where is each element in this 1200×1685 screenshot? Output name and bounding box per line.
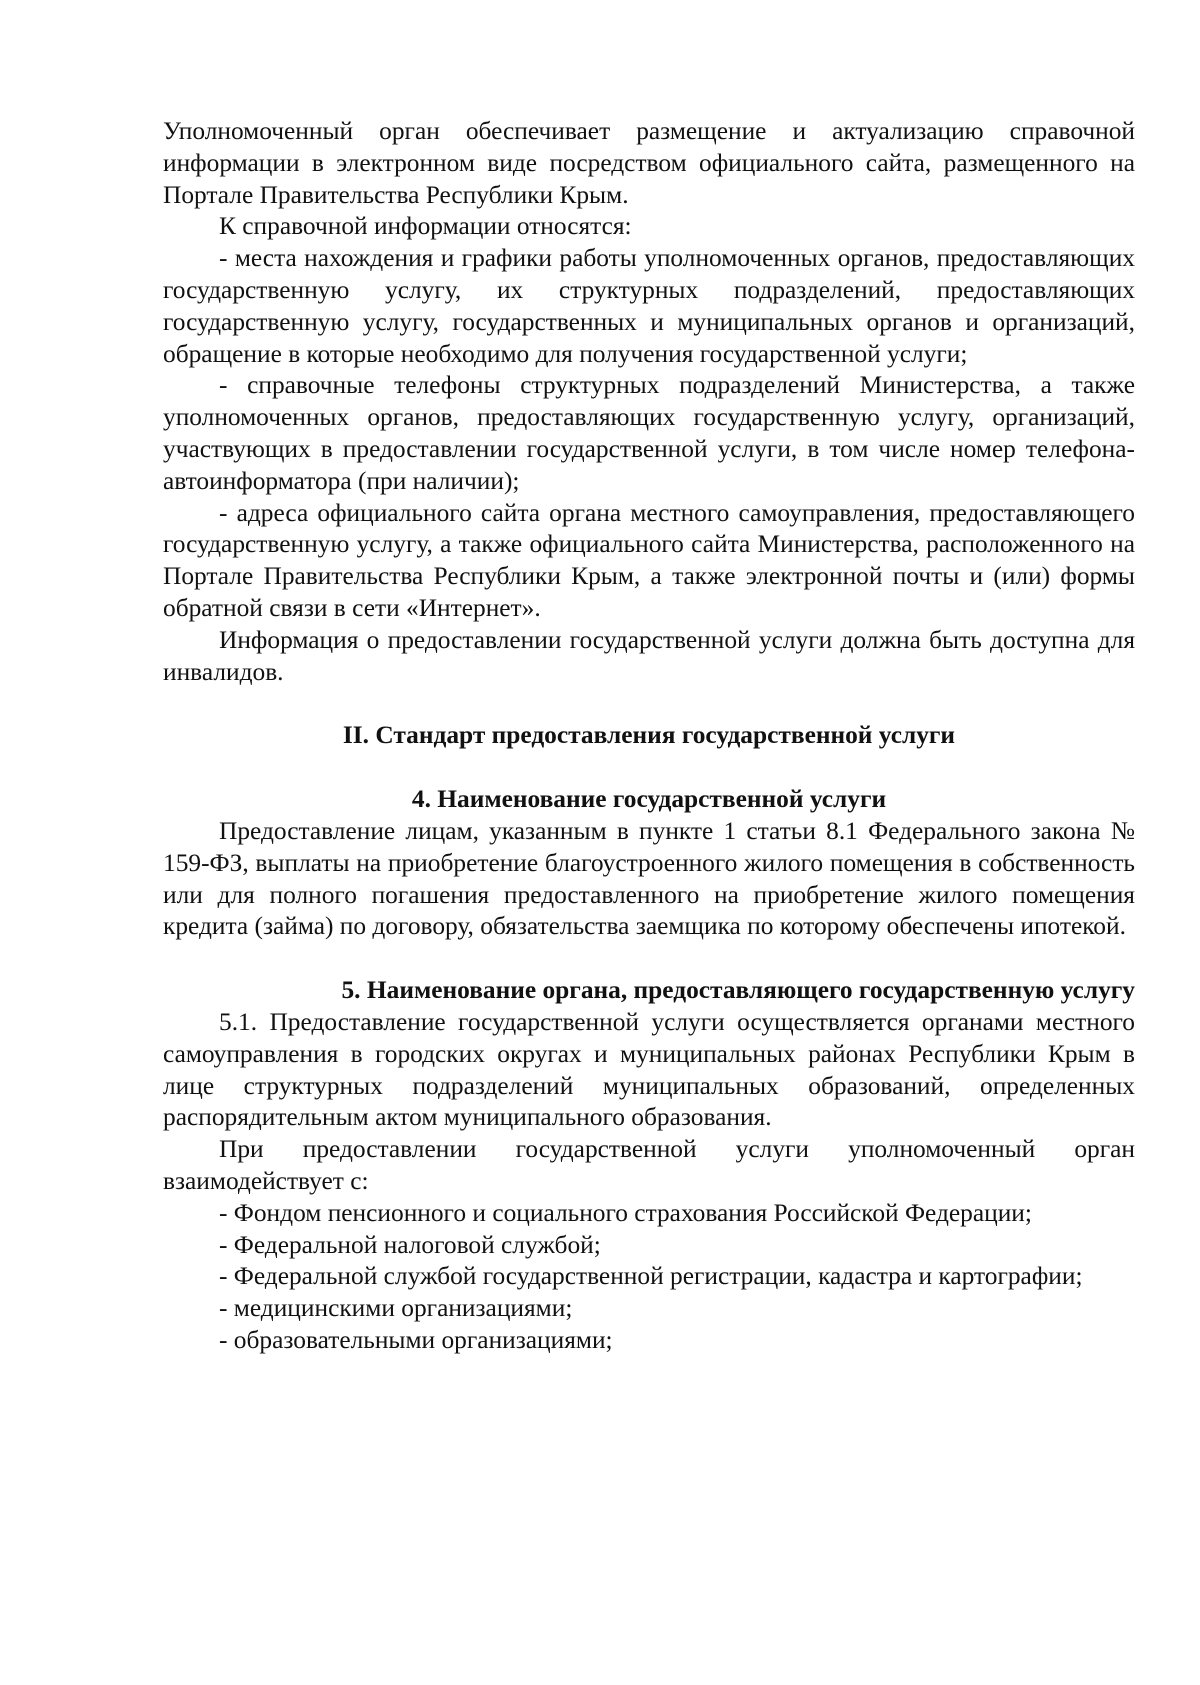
paragraph: Информация о предоставлении государственной услуги должна быть доступна для инвалидов. [163, 625, 1135, 686]
list-item: - Федеральной службой государственной регистрации, кадастра и картографии; [219, 1262, 1083, 1291]
paragraph: Уполномоченный орган обеспечивает размещение и актуализацию справочной информации в электронном виде посредством официального сайта, размещенного на Портале Правительства Республики Крым. [163, 117, 1135, 209]
list-item: - медицинскими организациями; [219, 1294, 573, 1323]
paragraph: К справочной информации относятся: [219, 212, 632, 241]
section-heading: II. Стандарт предоставления государственной услуги [342, 721, 956, 750]
list-item: - образовательными организациями; [219, 1325, 613, 1354]
subsection-heading: 5. Наименование органа, предоставляющего государственную услугу [341, 976, 1135, 1005]
list-item: - Фондом пенсионного и социального страхования Российской Федерации; [219, 1198, 1032, 1227]
paragraph: При предоставлении государственной услуги уполномоченный орган взаимодействует с: [163, 1135, 1135, 1195]
paragraph: 5.1. Предоставление государственной услуги осуществляется органами местного самоуправления в городских округах и муниципальных районах Республики Крым в лице структурных подразделений муниципальных образований, определенных распорядительным актом муниципального образования. [163, 1007, 1135, 1132]
list-item: - Федеральной налоговой службой; [219, 1230, 601, 1259]
paragraph: Предоставление лицам, указанным в пункте 1 статьи 8.1 Федерального закона № 159-ФЗ, выплаты на приобретение благоустроенного жилого помещения в собственность или для полного погашения предоставленного на приобретение жилого помещения кредита (займа) по договору, обязательства заемщика по которому обеспечены ипотекой. [163, 816, 1135, 941]
list-item: - места нахождения и графики работы уполномоченных органов, предоставляющих государственную услугу, их структурных подразделений, предоставляющих государственную услугу, государственных и муниципальных органов и организаций, обращение в которые необходимо для получения государственной услуги; [163, 244, 1135, 368]
subsection-heading: 4. Наименование государственной услуги [411, 785, 887, 814]
document-body [163, 116, 1135, 1357]
list-item: - справочные телефоны структурных подразделений Министерства, а также уполномоченных органов, предоставляющих государственную услугу, организаций, участвующих в предоставлении государственной услуги, в том числе номер телефона-автоинформатора (при наличии); [163, 371, 1135, 495]
list-item: - адреса официального сайта органа местного самоуправления, предоставляющего государственную услугу, а также официального сайта Министерства, расположенного на Портале Правительства Республики Крым, а также электронной почты и (или) формы обратной связи в сети «Интернет». [163, 498, 1135, 622]
